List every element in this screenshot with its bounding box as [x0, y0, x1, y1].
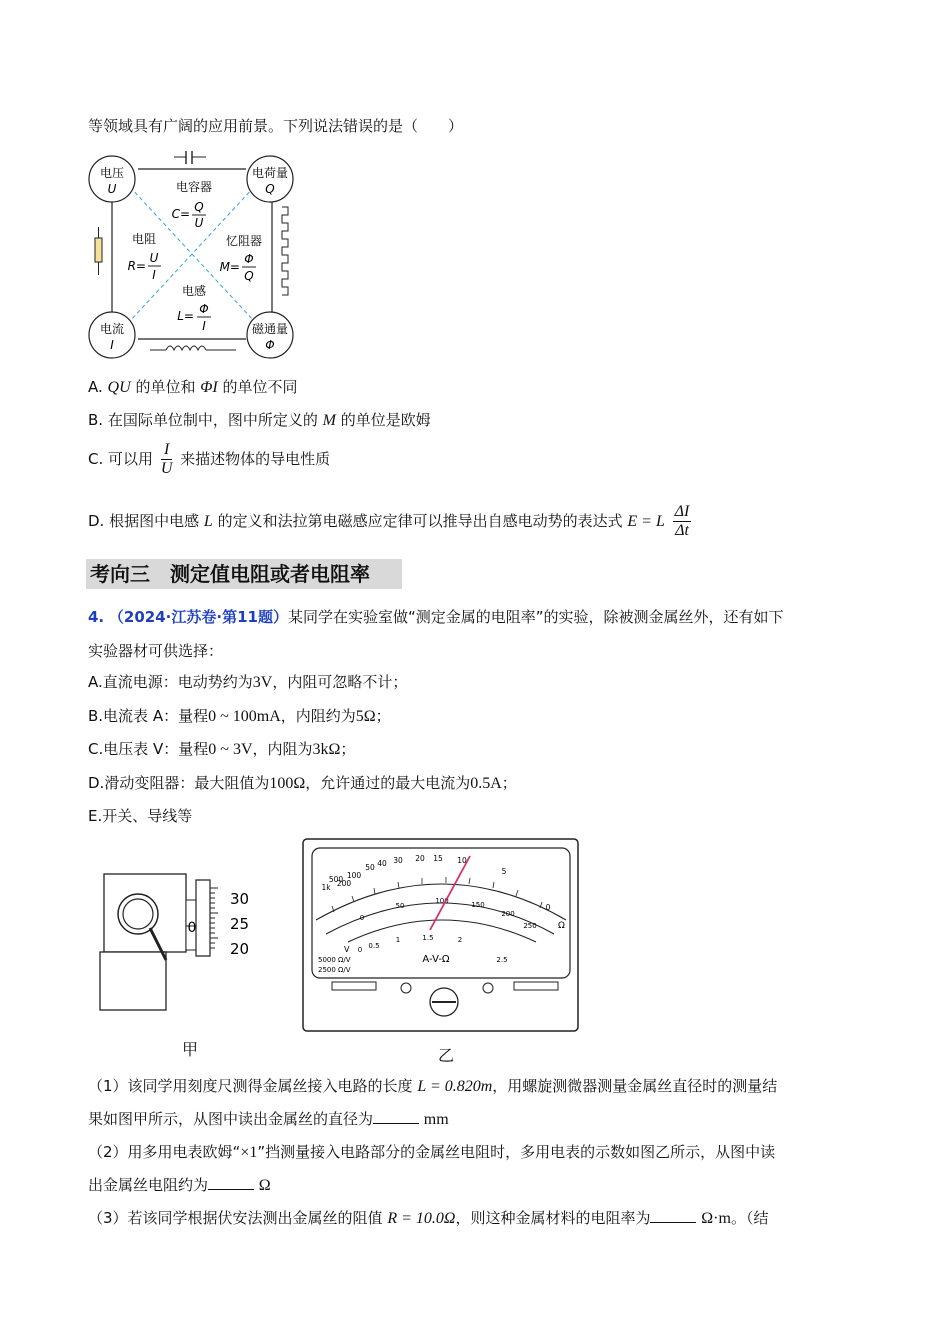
option-b-text1: 在国际单位制中，图中所定义的	[107, 411, 318, 429]
q4-part1-blank[interactable]	[373, 1109, 419, 1124]
mid-tick-150: 150	[471, 901, 485, 909]
ohm-tick-1k: 1k	[321, 883, 331, 892]
inductor-den: I	[202, 319, 206, 333]
resistor-den: I	[152, 268, 156, 282]
node-charge-name: 电荷量	[251, 166, 289, 180]
option-b[interactable]	[88, 409, 431, 430]
option-d-text1: 根据图中电感	[109, 512, 200, 530]
option-a-math2: ΦI	[200, 379, 218, 396]
ohm-tick-500: 500	[328, 875, 344, 884]
meter-title: A-V-Ω	[422, 954, 450, 965]
mid-tick-200: 200	[501, 910, 515, 918]
option-c-text2: 来描述物体的导电性质	[180, 450, 331, 468]
option-a-text2: 的单位不同	[222, 378, 298, 396]
resistor-lhs: R=	[127, 259, 146, 273]
node-voltage-name: 电压	[99, 166, 125, 180]
figure-yi-label: 乙	[438, 1046, 455, 1065]
q4-part2-line2: 出金属丝电阻约为 Ω	[88, 1176, 271, 1194]
ohm-tick-30: 30	[393, 856, 403, 865]
ohm-tick-20: 20	[415, 854, 425, 863]
capacitor-lhs: C=	[171, 207, 190, 221]
option-d[interactable]	[88, 503, 694, 540]
low-tick-1.5: 1.5	[422, 934, 434, 942]
q4-part2-blank[interactable]	[208, 1175, 254, 1190]
q4-stem-line1	[88, 606, 784, 627]
low-tick-2: 2	[457, 936, 463, 944]
meter-spec-2: 2500 Ω/V	[318, 966, 351, 974]
inductor-name: 电感	[181, 284, 207, 298]
q4-part2-line1: （2）用多用电表欧姆“×1”挡测量接入电路部分的金属丝电阻时，多用电表的示数如图乙所示，从图中读	[88, 1143, 776, 1161]
micrometer-figure	[98, 866, 270, 1016]
option-c-text1: 可以用	[108, 450, 154, 468]
option-d-num: ΔI	[674, 503, 690, 520]
resistor-name: 电阻	[131, 232, 157, 246]
q4-item-a: A.直流电源：电动势约为3V，内阻可忽略不计；	[88, 673, 408, 691]
node-charge-symbol: Q	[265, 182, 275, 196]
memristor-den: Q	[244, 269, 254, 283]
q4-part1-line1: （1）该同学用刻度尺测得金属丝接入电路的长度 L = 0.820m，用螺旋测微器测量金属丝直径时的测量结	[88, 1077, 778, 1095]
option-b-text2: 的单位是欧姆	[340, 411, 431, 429]
ohm-tick-100: 100	[346, 871, 362, 880]
low-tick-1: 1	[395, 936, 401, 944]
micrometer-tick-30: 30	[230, 890, 250, 908]
option-c-label: C.	[88, 450, 104, 468]
meter-ohm-symbol: Ω	[558, 921, 565, 931]
option-c[interactable]	[88, 441, 330, 478]
low-tick-0.5: 0.5	[368, 942, 380, 950]
q4-item-b: B.电流表 A：量程0 ~ 100mA，内阻约为5Ω；	[88, 707, 391, 725]
q4-part3-blank[interactable]	[650, 1208, 696, 1223]
ohm-tick-50: 50	[365, 863, 375, 872]
relation-diagram	[86, 143, 306, 365]
capacitor-den: U	[194, 216, 204, 230]
node-flux-name: 磁通量	[251, 322, 289, 336]
ohm-tick-40: 40	[377, 859, 387, 868]
option-a[interactable]	[88, 376, 298, 397]
node-flux-symbol: Φ	[265, 338, 275, 352]
micrometer-zero: 0	[187, 920, 197, 936]
ohm-tick-200: 200	[336, 879, 352, 888]
q4-item-d: D.滑动变阻器：最大阻值为100Ω，允许通过的最大电流为0.5A；	[88, 774, 517, 792]
low-tick-2.5: 2.5	[496, 956, 508, 964]
node-current-name: 电流	[99, 322, 125, 336]
q4-stem2: 实验器材可供选择：	[88, 642, 224, 660]
inductor-num: Φ	[199, 302, 209, 316]
mid-tick-250: 250	[523, 922, 537, 930]
q4-stem1: 某同学在实验室做“测定金属的电阻率”的实验，除被测金属丝外，还有如下	[287, 608, 784, 626]
option-d-fraction	[673, 503, 692, 540]
ohm-tick-0: 0	[545, 903, 551, 912]
figure-jia-label: 甲	[182, 1040, 199, 1059]
node-voltage-symbol: U	[107, 182, 117, 196]
option-d-math1: L	[203, 513, 213, 530]
option-d-text2: 的定义和法拉第电磁感应定律可以推导出自感电动势的表达式	[217, 512, 623, 530]
capacitor-num: Q	[194, 200, 204, 214]
ohm-tick-15: 15	[433, 854, 443, 863]
inductor-lhs: L=	[177, 309, 194, 323]
ohm-tick-10: 10	[457, 856, 467, 865]
option-a-math1: QU	[107, 379, 131, 396]
option-c-den: U	[160, 460, 173, 477]
section-title: 考向三 测定值电阻或者电阻率	[86, 559, 402, 589]
ohm-tick-5: 5	[501, 867, 507, 876]
intro-line: 等领域具有广阔的应用前景。下列说法错误的是（ ）	[88, 117, 464, 135]
low-tick-0: 0	[357, 946, 363, 954]
resistor-num: U	[149, 251, 159, 265]
mid-tick-100: 100	[435, 897, 449, 905]
option-a-text1: 的单位和	[135, 378, 196, 396]
meter-v-symbol: V	[344, 945, 350, 954]
node-current-symbol: I	[110, 338, 114, 352]
memristor-name: 忆阻器	[225, 234, 263, 248]
option-d-eq: E = L	[627, 513, 665, 530]
q4-source: （2024·江苏卷·第11题）	[108, 608, 288, 626]
option-d-den: Δt	[675, 522, 689, 539]
option-c-num: I	[161, 441, 173, 460]
q4-part3-line1: （3）若该同学根据伏安法测出金属丝的阻值 R = 10.0Ω，则这种金属材料的电阻率为 Ω·m。（结	[88, 1209, 769, 1227]
meter-spec-1: 5000 Ω/V	[318, 956, 351, 964]
option-d-label: D.	[88, 512, 105, 530]
q4-part1-line2: 果如图甲所示，从图中读出金属丝的直径为 mm	[88, 1110, 449, 1128]
option-a-label: A.	[88, 378, 103, 396]
micrometer-tick-20: 20	[230, 940, 250, 958]
mid-tick-0: 0	[359, 914, 365, 922]
q4-item-e: E.开关、导线等	[88, 807, 193, 825]
capacitor-name: 电容器	[175, 180, 213, 194]
micrometer-tick-25: 25	[230, 915, 250, 933]
option-b-label: B.	[88, 411, 104, 429]
q4-number: 4.	[88, 608, 105, 626]
mid-tick-50: 50	[395, 902, 405, 910]
memristor-lhs: M=	[219, 260, 240, 274]
memristor-num: Φ	[244, 252, 254, 266]
q4-item-c: C.电压表 V：量程0 ~ 3V，内阻为3kΩ；	[88, 740, 356, 758]
multimeter-figure	[302, 838, 580, 1034]
option-c-fraction	[161, 441, 173, 478]
option-b-math1: M	[322, 412, 336, 429]
